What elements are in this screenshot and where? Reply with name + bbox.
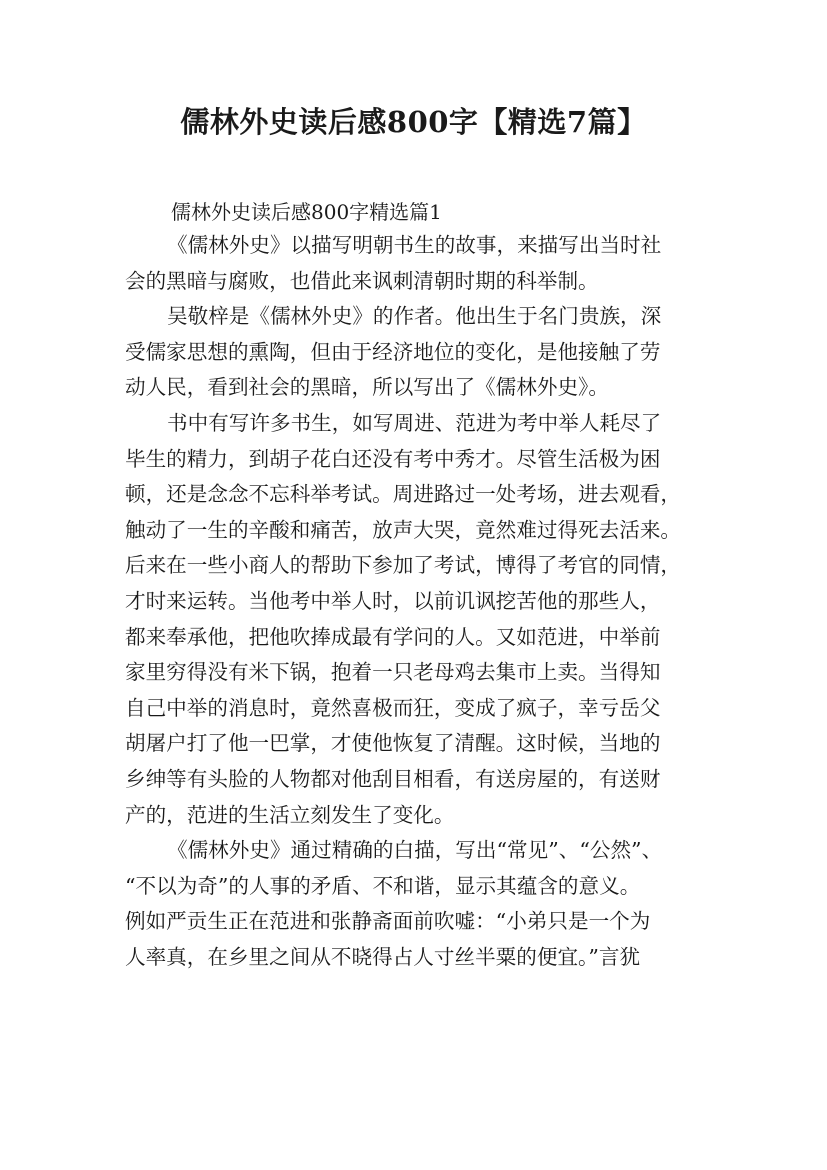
paragraph-line: 书中有写许多书生，如写周进、范进为考中举人耗尽了 bbox=[167, 410, 662, 435]
paragraph bbox=[125, 406, 725, 833]
paragraph-line: 自己中举的消息时，竟然喜极而狂，变成了疯子，幸亏岳父 bbox=[125, 695, 661, 720]
paragraph bbox=[125, 833, 725, 975]
paragraph-line: 胡屠户打了他一巴掌，才使他恢复了清醒。这时候，当地的 bbox=[125, 731, 661, 756]
document-title: 儒林外史读后感800字【精选7篇】 bbox=[180, 105, 647, 139]
paragraph-line: 《儒林外史》以描写明朝书生的故事，来描写出当时社 bbox=[167, 233, 662, 257]
paragraph-line: 例如严贡生正在范进和张静斋面前吹嘘：“小弟只是一个为 bbox=[125, 909, 651, 934]
paragraph-line: 《儒林外史》通过精确的白描，写出“常见”、“公然”、 bbox=[167, 838, 663, 863]
paragraph-line: 人率真，在乡里之间从不晓得占人寸丝半粟的便宜。”言犹 bbox=[125, 944, 641, 969]
paragraph-line: 产的，范进的生活立刻发生了变化。 bbox=[125, 802, 455, 827]
paragraph-line: “不以为奇”的人事的矛盾、不和谐，显示其蕴含的意义。 bbox=[125, 873, 641, 898]
paragraph-line: 吴敬梓是《儒林外史》的作者。他出生于名门贵族，深 bbox=[167, 304, 662, 329]
paragraph-line: 顿，还是念念不忘科举考试。周进路过一处考场，进去观看， bbox=[125, 482, 682, 507]
paragraph-line: 触动了一生的辛酸和痛苦，放声大哭，竟然难过得死去活来。 bbox=[125, 517, 682, 542]
paragraph-line: 后来在一些小商人的帮助下参加了考试，博得了考官的同情， bbox=[125, 553, 682, 578]
paragraph-line: 动人民，看到社会的黑暗，所以写出了《儒林外史》。 bbox=[125, 375, 609, 400]
paragraph-line: 才时来运转。当他考中举人时，以前讥讽挖苦他的那些人， bbox=[125, 588, 661, 613]
paragraph-line: 乡绅等有头脸的人物都对他刮目相看，有送房屋的，有送财 bbox=[125, 766, 661, 791]
paragraph-line: 都来奉承他，把他吹捧成最有学问的人。又如范进，中举前 bbox=[125, 624, 661, 649]
paragraph bbox=[125, 228, 725, 299]
paragraph-line: 毕生的精力，到胡子花白还没有考中秀才。尽管生活极为困 bbox=[125, 446, 661, 471]
document-body bbox=[125, 228, 725, 975]
paragraph-line: 会的黑暗与腐败，也借此来讽刺清朝时期的科举制。 bbox=[125, 268, 599, 293]
paragraph-line: 家里穷得没有米下锅，抱着一只老母鸡去集市上卖。当得知 bbox=[125, 660, 661, 685]
section-heading: 儒林外史读后感800字精选篇1 bbox=[171, 200, 442, 224]
paragraph bbox=[125, 299, 725, 406]
paragraph-line: 受儒家思想的熏陶，但由于经济地位的变化，是他接触了劳 bbox=[125, 339, 661, 364]
